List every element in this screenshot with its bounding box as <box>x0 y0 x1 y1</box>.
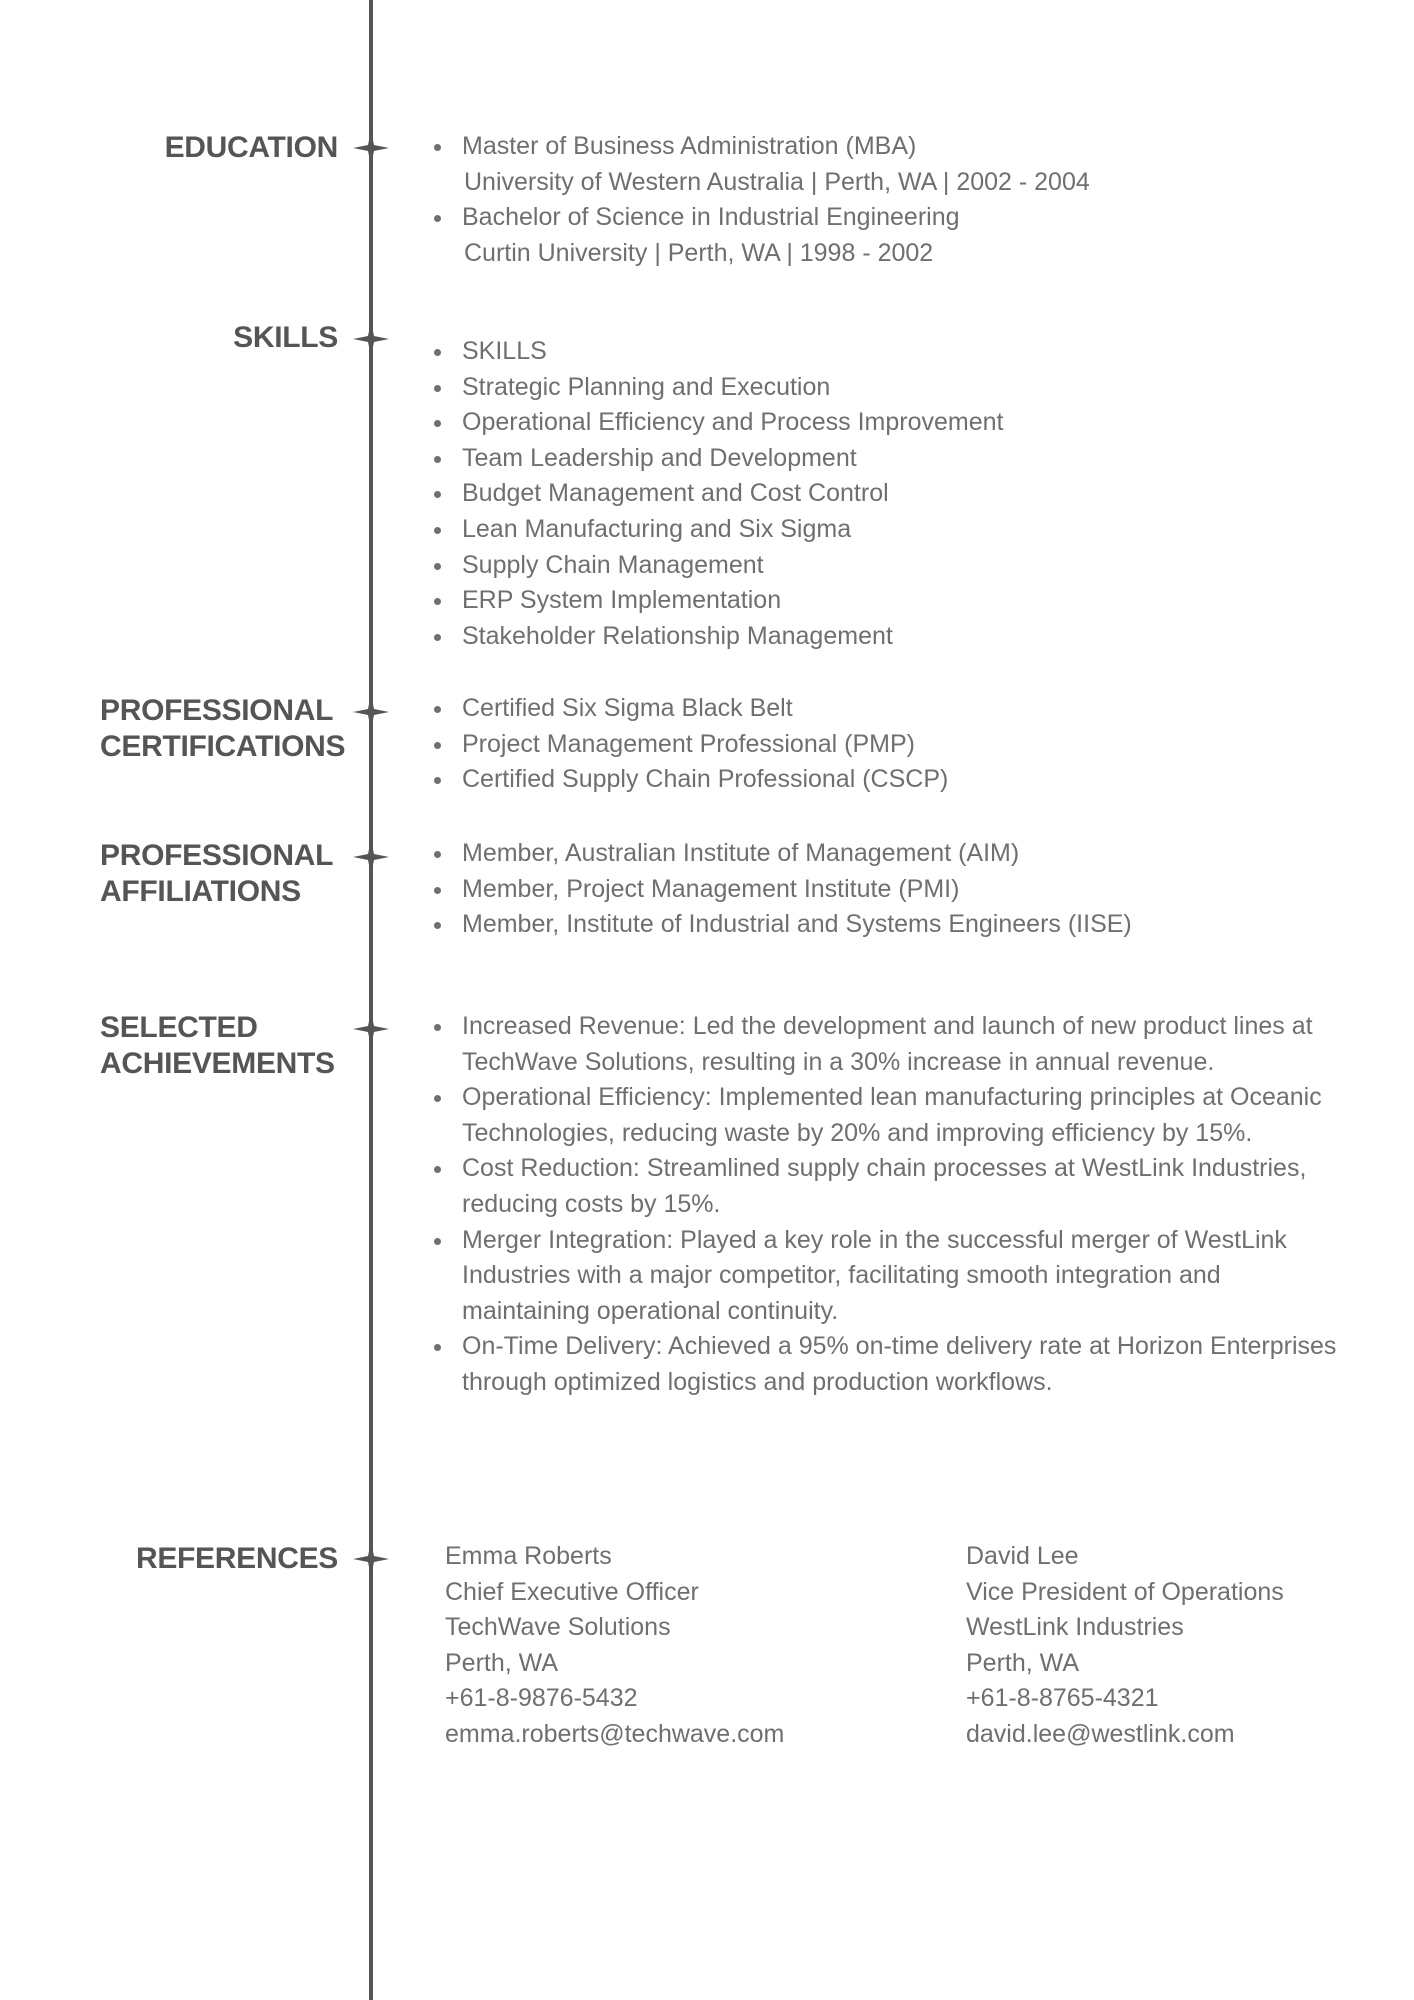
reference-email: david.lee@westlink.com <box>966 1719 1235 1748</box>
education-detail: Curtin University | Perth, WA | 1998 - 2002 <box>464 238 934 267</box>
list-item: Operational Efficiency and Process Improvement <box>432 405 1342 441</box>
reference-title: Chief Executive Officer <box>445 1577 699 1606</box>
list-item: Strategic Planning and Execution <box>432 370 1342 406</box>
list-item: Operational Efficiency: Implemented lean manufacturing principles at Oceanic Technologies, reducing waste by 20% and improving efficiency by 15%. <box>432 1080 1342 1151</box>
four-point-star-icon <box>353 130 389 166</box>
four-point-star-icon <box>353 694 389 730</box>
timeline-line <box>369 0 373 2000</box>
four-point-star-icon <box>353 1541 389 1577</box>
education-heading: EDUCATION <box>164 131 338 164</box>
certifications-heading <box>100 693 346 765</box>
heading-line: SELECTED <box>100 1011 258 1044</box>
education-degree: Master of Business Administration (MBA) <box>462 132 917 160</box>
reference-email: emma.roberts@techwave.com <box>445 1719 785 1748</box>
list-item: Cost Reduction: Streamlined supply chain processes at WestLink Industries, reducing costs by 15%. <box>432 1151 1342 1222</box>
reference-card-1 <box>445 1539 784 1753</box>
heading-line: PROFESSIONAL <box>100 694 334 727</box>
reference-location: Perth, WA <box>966 1648 1079 1677</box>
affiliations-list <box>432 836 1342 943</box>
education-detail: University of Western Australia | Perth, WA | 2002 - 2004 <box>464 167 1090 196</box>
reference-location: Perth, WA <box>445 1648 558 1677</box>
list-item <box>432 129 1342 200</box>
list-item: Project Management Professional (PMP) <box>432 727 1342 763</box>
affiliations-heading <box>100 838 338 910</box>
skills-list <box>432 334 1342 654</box>
achievements-heading <box>100 1010 338 1082</box>
heading-line: PROFESSIONAL <box>100 839 334 872</box>
list-item: Stakeholder Relationship Management <box>432 619 1342 655</box>
list-item: Certified Supply Chain Professional (CSCP) <box>432 762 1342 798</box>
heading-line: AFFILIATIONS <box>100 875 301 908</box>
skills-heading: SKILLS <box>233 321 338 354</box>
list-item: Member, Australian Institute of Management (AIM) <box>432 836 1342 872</box>
list-item: SKILLS <box>432 334 1342 370</box>
reference-name: Emma Roberts <box>445 1542 612 1570</box>
certifications-list <box>432 691 1342 798</box>
list-item: Team Leadership and Development <box>432 441 1342 477</box>
four-point-star-icon <box>353 321 389 357</box>
list-item: Member, Project Management Institute (PMI) <box>432 872 1342 908</box>
heading-line: ACHIEVEMENTS <box>100 1047 335 1080</box>
list-item: Increased Revenue: Led the development and launch of new product lines at TechWave Solutions, resulting in a 30% increase in annual revenue. <box>432 1009 1342 1080</box>
list-item: Certified Six Sigma Black Belt <box>432 691 1342 727</box>
list-item: Lean Manufacturing and Six Sigma <box>432 512 1342 548</box>
four-point-star-icon <box>353 1011 389 1047</box>
four-point-star-icon <box>353 839 389 875</box>
reference-phone: +61-8-9876-5432 <box>445 1684 638 1713</box>
reference-title: Vice President of Operations <box>966 1577 1284 1606</box>
list-item: Budget Management and Cost Control <box>432 476 1342 512</box>
education-degree: Bachelor of Science in Industrial Engineering <box>462 203 960 232</box>
reference-card-2 <box>966 1539 1284 1753</box>
reference-name: David Lee <box>966 1542 1079 1570</box>
heading-line: CERTIFICATIONS <box>100 730 346 763</box>
list-item <box>432 200 1342 271</box>
reference-phone: +61-8-8765-4321 <box>966 1684 1159 1713</box>
list-item: Member, Institute of Industrial and Systems Engineers (IISE) <box>432 907 1342 943</box>
reference-company: TechWave Solutions <box>445 1613 671 1642</box>
list-item: On-Time Delivery: Achieved a 95% on-time delivery rate at Horizon Enterprises through optimized logistics and production workflows. <box>432 1329 1342 1400</box>
achievements-list <box>432 1009 1342 1401</box>
list-item: Merger Integration: Played a key role in the successful merger of WestLink Industries with a major competitor, facilitating smooth integration and maintaining operational continuity. <box>432 1223 1342 1330</box>
list-item: ERP System Implementation <box>432 583 1342 619</box>
references-heading: REFERENCES <box>135 1542 338 1575</box>
list-item: Supply Chain Management <box>432 548 1342 584</box>
reference-company: WestLink Industries <box>966 1613 1184 1642</box>
education-list <box>432 129 1342 271</box>
